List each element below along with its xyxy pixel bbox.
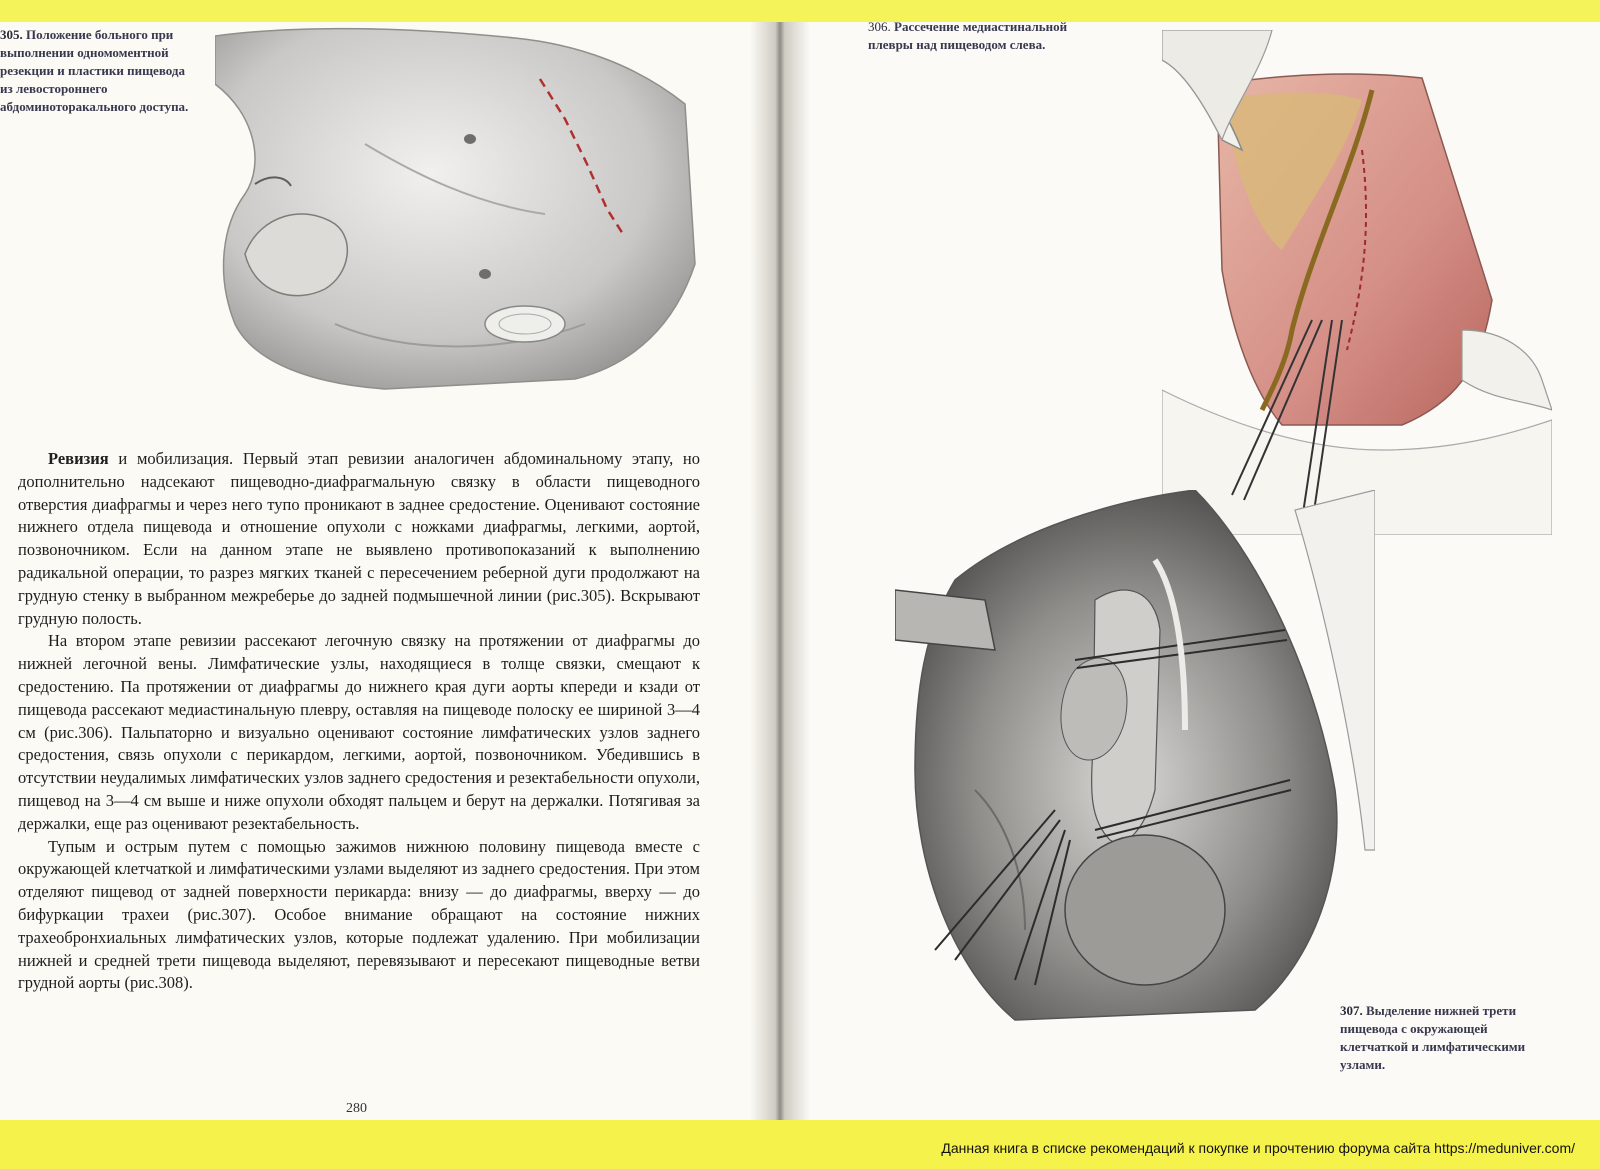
- figure-305-caption: [0, 26, 200, 116]
- figure-306-illustration: [1162, 30, 1552, 535]
- body-paragraph-3: Тупым и острым путем с помощью зажимов нижнюю половину пищевода вместе с окружающей клетчаткой и лимфатическими узлами выделяют из заднего средостения. При этом отделяют пищевод от задней поверхности перикарда: внизу — до диафрагмы, вверху — до бифуркации трахеи (рис.307). Особое внимание обращают на состояние нижних трахеобронхиальных лимфатических узлов, которые подлежат удалению. При мобилизации нижней и средней трети пищевода выделяют, перевязывают и пересекают пищеводные ветви грудной аорты (рис.308).: [18, 836, 700, 993]
- body-text: [18, 448, 700, 995]
- top-highlight-band: [0, 0, 1600, 22]
- body-paragraph-1: [18, 448, 700, 630]
- book-gutter: [750, 0, 810, 1169]
- footer-notice: Данная книга в списке рекомендаций к покупке и прочтению форума сайта https://meduniver.com/: [941, 1140, 1575, 1156]
- figure-306-label: 306.: [868, 19, 891, 34]
- figure-307-illustration: [895, 490, 1375, 1050]
- paragraph-1-text: и мобилизация. Первый этап ревизии аналогичен абдоминальному этапу, но дополнительно надсекают пищеводно-диафрагмальную связку в области пищеводного отверстия диафрагмы и через него тупо проникают в заднее средостение. Оценивают состояние нижнего отдела пищевода и отношение опухоли с ножками диафрагмы, легкими, аортой, позвоночником. Если на данном этапе не выявлено противопоказаний к выполнению радикальной операции, то разрез мягких тканей с пересечением реберной дуги продолжают на грудную стенку в выбранном межреберье до задней подмышечной линии (рис.305). Вскрывают грудную полость.: [18, 449, 701, 628]
- figure-307-label: 307.: [1340, 1003, 1363, 1018]
- figure-305-caption-text: Положение больного при выполнении одномоментной резекции и пластики пищевода из левостороннего абдоминоторакального доступа.: [0, 27, 189, 114]
- lead-term: Ревизия: [48, 449, 109, 468]
- figure-307-caption-text: Выделение нижней трети пищевода с окружающей клетчаткой и лимфатическими узлами.: [1340, 1003, 1526, 1072]
- page-number: 280: [346, 1101, 367, 1116]
- body-paragraph-2: На втором этапе ревизии рассекают легочную связку на протяжении от диафрагмы до нижней легочной вены. Лимфатические узлы, находящиеся в толще связки, смещают к средостению. Па протяжении от диафрагмы до нижнего края дуги аорты кпереди и кзади от пищевода рассекают медиастинальную плевру, оставляя на пищеводе полоску ее шириной 3—4 см (рис.306). Пальпаторно и визуально оценивают состояние лимфатических узлов заднего средостения, связь опухоли с перикардом, легкими, аортой, позвоночником. Убедившись в отсутствии неудалимых лимфатических узлов заднего средостения и резектабельности опухоли, пищевод на 3—4 см выше и ниже опухоли обходят пальцем и берут на держалки. Потягивая за держалки, еще раз оценивают резектабельность.: [18, 631, 700, 833]
- figure-307-caption: [1340, 1002, 1558, 1074]
- figure-306-caption: [868, 18, 1086, 54]
- figure-306-caption-text: Рассечение медиастинальной плевры над пищеводом слева.: [868, 19, 1068, 52]
- figure-305-illustration: [215, 24, 705, 402]
- figure-305-label: 305.: [0, 27, 23, 42]
